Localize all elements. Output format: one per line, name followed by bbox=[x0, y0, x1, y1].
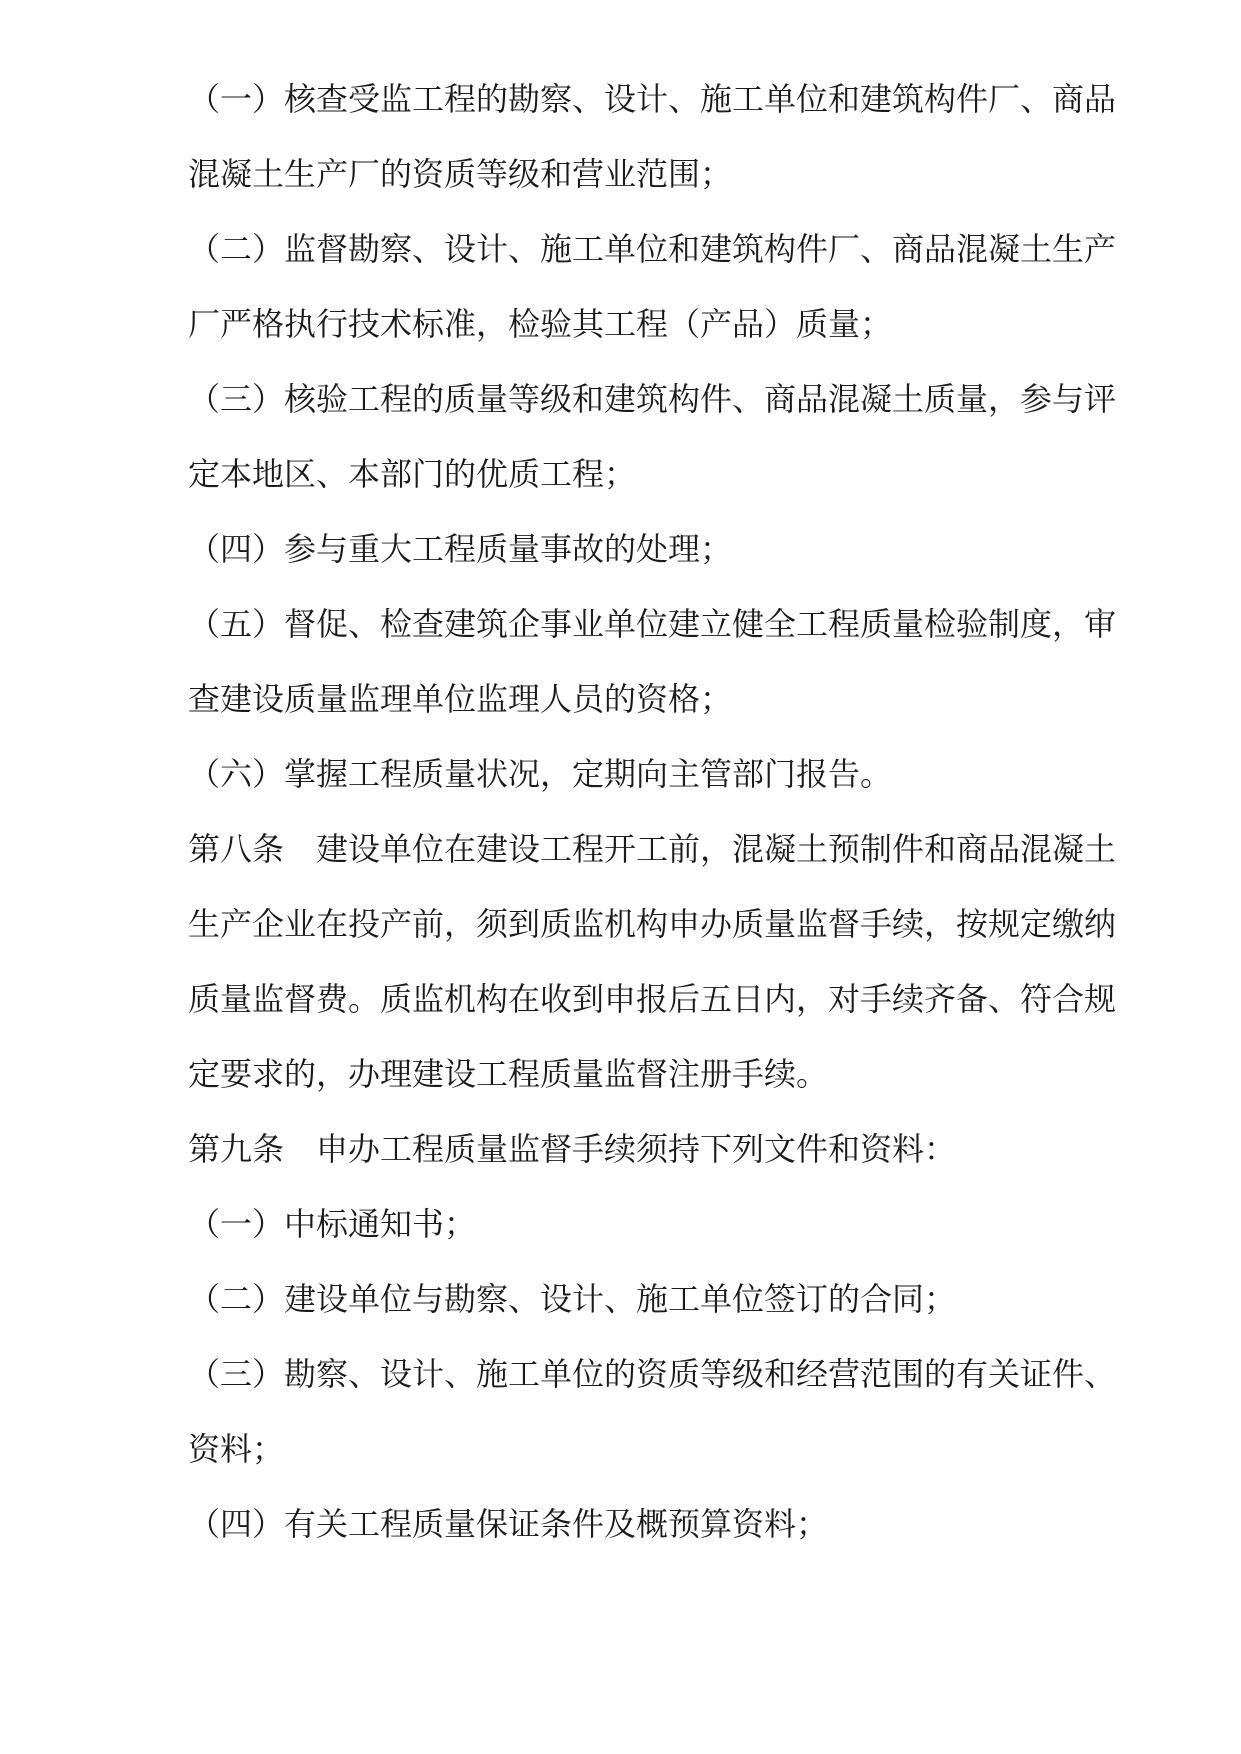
text-line: （三）勘察、设计、施工单位的资质等级和经营范围的有关证件、 bbox=[188, 1355, 1117, 1393]
text-line: 生产企业在投产前，须到质监机构申办质量监督手续，按规定缴纳 bbox=[188, 905, 1117, 943]
text-line: （二）监督勘察、设计、施工单位和建筑构件厂、商品混凝土生产 bbox=[188, 230, 1117, 268]
text-line: （五）督促、检查建筑企事业单位建立健全工程质量检验制度，审 bbox=[188, 605, 1117, 643]
text-line: （二）建设单位与勘察、设计、施工单位签订的合同； bbox=[188, 1280, 957, 1318]
text-line: （四）参与重大工程质量事故的处理； bbox=[188, 530, 733, 568]
text-line: 定要求的，办理建设工程质量监督注册手续。 bbox=[188, 1055, 829, 1093]
text-line: 混凝土生产厂的资质等级和营业范围； bbox=[188, 155, 733, 193]
text-line: 定本地区、本部门的优质工程； bbox=[188, 455, 637, 493]
article-heading-line: 第九条 申办工程质量监督手续须持下列文件和资料： bbox=[188, 1130, 957, 1168]
text-line: （一）中标通知书； bbox=[188, 1205, 477, 1243]
text-line: （六）掌握工程质量状况，定期向主管部门报告。 bbox=[188, 755, 893, 793]
text-line: 质量监督费。质监机构在收到申报后五日内，对手续齐备、符合规 bbox=[188, 980, 1117, 1018]
text-line: （一）核查受监工程的勘察、设计、施工单位和建筑构件厂、商品 bbox=[188, 80, 1117, 118]
text-line: 厂严格执行技术标准，检验其工程（产品）质量； bbox=[188, 305, 893, 343]
document-body bbox=[188, 62, 1148, 1562]
text-line: 资料； bbox=[188, 1430, 285, 1468]
text-line: （三）核验工程的质量等级和建筑构件、商品混凝土质量，参与评 bbox=[188, 380, 1117, 418]
article-heading-line: 第八条 建设单位在建设工程开工前，混凝土预制件和商品混凝土 bbox=[188, 830, 1117, 868]
text-line: 查建设质量监理单位监理人员的资格； bbox=[188, 680, 733, 718]
text-line: （四）有关工程质量保证条件及概预算资料； bbox=[188, 1505, 829, 1543]
